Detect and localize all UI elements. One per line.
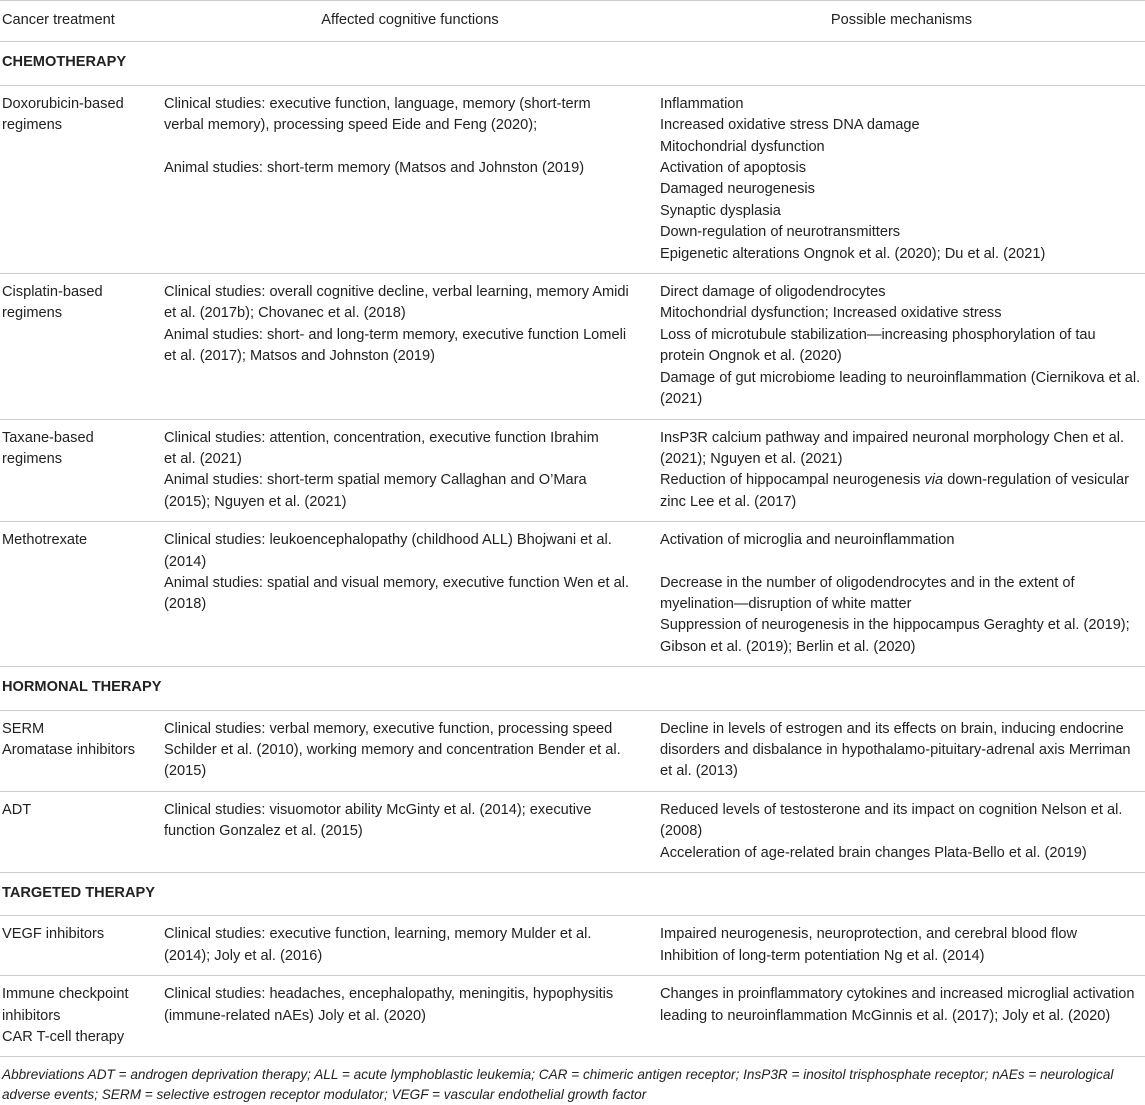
mechanism-italic-via: via	[924, 472, 944, 489]
mechanisms-cell	[658, 976, 1145, 1057]
clinical-line: Clinical studies: headaches, encephalopathy, meningitis, hypophysitis	[164, 986, 614, 1003]
mechanism-line: Inflammation	[660, 95, 744, 112]
treatment-line: regimens	[2, 305, 63, 322]
mechanism-text: Reduction of hippocampal neurogenesis	[660, 472, 921, 489]
treatment-cell	[0, 976, 162, 1057]
mechanism-line: disorders and disbalance in hypothalamo-pituitary-adrenal axis Merriman	[660, 741, 1131, 758]
animal-line: (2018)	[164, 596, 207, 613]
animal-line: Animal studies: short-term memory (Matsos and Johnston (2019)	[164, 159, 585, 176]
clinical-line: Clinical studies: executive function, language, memory (short-term	[164, 95, 591, 112]
treatment-line: Methotrexate	[2, 532, 88, 549]
mechanism-line: Suppression of neurogenesis in the hippocampus Geraghty et al. (2019);	[660, 617, 1130, 634]
treatment-cell	[0, 791, 162, 872]
treatment-cell	[0, 916, 162, 976]
clinical-line: Clinical studies: verbal memory, executive function, processing speed	[164, 720, 613, 737]
header-possible-mechanisms: Possible mechanisms	[658, 1, 1145, 42]
mechanisms-cell	[658, 419, 1145, 522]
treatment-line: regimens	[2, 450, 63, 467]
table-row	[0, 916, 1145, 976]
mechanism-line: Impaired neurogenesis, neuroprotection, and cerebral blood flow	[660, 926, 1077, 943]
clinical-line: Clinical studies: leukoencephalopathy (childhood ALL) Bhojwani et al.	[164, 532, 612, 549]
section-hormonal-therapy: HORMONAL THERAPY	[0, 667, 1145, 710]
mechanism-line: Damage of gut microbiome leading to neuroinflammation (Ciernikova et al.	[660, 369, 1141, 386]
table-row	[0, 419, 1145, 522]
treatment-line: Cisplatin-based	[2, 284, 103, 301]
mechanism-line: myelination—disruption of white matter	[660, 595, 912, 612]
clinical-line: et al. (2021)	[164, 450, 242, 467]
table-row	[0, 710, 1145, 791]
treatment-line: CAR T-cell therapy	[2, 1029, 125, 1046]
footnote-line: Abbreviations ADT = androgen deprivation therapy; ALL = acute lymphoblastic leukemia; CAR = chimeric antigen receptor; InsP3R = inositol trisphosphate receptor; nAEs = neurological	[2, 1067, 1114, 1083]
clinical-line: (2014); Joly et al. (2016)	[164, 947, 323, 964]
mechanism-line: Acceleration of age-related brain changes Plata-Bello et al. (2019)	[660, 844, 1087, 861]
clinical-line: Clinical studies: executive function, learning, memory Mulder et al.	[164, 926, 592, 943]
mechanism-line: Inhibition of long-term potentiation Ng et al. (2014)	[660, 947, 985, 964]
table-row	[0, 274, 1145, 419]
section-targeted-therapy: TARGETED THERAPY	[0, 873, 1145, 916]
footnote-line: adverse events; SERM = selective estrogen receptor modulator; VEGF = vascular endothelial growth factor	[2, 1087, 647, 1103]
mechanism-line: zinc Lee et al. (2017)	[660, 493, 797, 510]
animal-line: Animal studies: short- and long-term memory, executive function Lomeli	[164, 326, 627, 343]
mechanism-line: Mitochondrial dysfunction	[660, 138, 825, 155]
mechanism-line: Mitochondrial dysfunction; Increased oxidative stress	[660, 305, 1002, 322]
mechanisms-cell	[658, 791, 1145, 872]
mechanism-line: Changes in proinflammatory cytokines and increased microglial activation	[660, 986, 1135, 1003]
section-row	[0, 873, 1145, 916]
treatment-line: SERM	[2, 720, 45, 737]
mechanism-line: Direct damage of oligodendrocytes	[660, 284, 886, 301]
clinical-line: et al. (2017b); Chovanec et al. (2018)	[164, 305, 406, 322]
cognitive-functions-cell	[162, 916, 658, 976]
mechanism-line: (2008)	[660, 823, 703, 840]
clinical-line: (2015)	[164, 763, 207, 780]
treatment-cell	[0, 85, 162, 273]
treatment-line: VEGF inhibitors	[2, 926, 105, 943]
mechanism-line: Gibson et al. (2019); Berlin et al. (2020)	[660, 638, 916, 655]
section-chemotherapy: CHEMOTHERAPY	[0, 42, 1145, 85]
clinical-line: (immune-related nAEs) Joly et al. (2020)	[164, 1007, 426, 1024]
treatment-cell	[0, 419, 162, 522]
cognitive-functions-cell	[162, 85, 658, 273]
mechanisms-cell	[658, 710, 1145, 791]
mechanism-line: protein Ongnok et al. (2020)	[660, 348, 842, 365]
treatment-line: regimens	[2, 117, 63, 134]
clinical-line: function Gonzalez et al. (2015)	[164, 823, 363, 840]
mechanism-line: Down-regulation of neurotransmitters	[660, 224, 901, 241]
mechanism-line: Loss of microtubule stabilization—increasing phosphorylation of tau	[660, 326, 1096, 343]
table-row	[0, 791, 1145, 872]
mechanism-line: InsP3R calcium pathway and impaired neuronal morphology Chen et al.	[660, 429, 1125, 446]
mechanisms-cell	[658, 274, 1145, 419]
mechanism-line: Reduced levels of testosterone and its impact on cognition Nelson et al.	[660, 801, 1123, 818]
treatment-line: Aromatase inhibitors	[2, 741, 136, 758]
cognitive-functions-cell	[162, 710, 658, 791]
animal-line: et al. (2017); Matsos and Johnston (2019)	[164, 348, 435, 365]
cognitive-functions-cell	[162, 976, 658, 1057]
section-row	[0, 42, 1145, 85]
table-footnote	[0, 1057, 1145, 1105]
animal-line: (2015); Nguyen et al. (2021)	[164, 493, 347, 510]
mechanism-line: Activation of apoptosis	[660, 160, 807, 177]
mechanisms-cell	[658, 85, 1145, 273]
clinical-line: Clinical studies: visuomotor ability McGinty et al. (2014); executive	[164, 801, 592, 818]
spacer	[164, 137, 654, 158]
cognitive-functions-cell	[162, 419, 658, 522]
mechanism-line: leading to neuroinflammation McGinnis et al. (2017); Joly et al. (2020)	[660, 1007, 1111, 1024]
header-row	[0, 1, 1145, 42]
mechanism-line: Decrease in the number of oligodendrocytes and in the extent of	[660, 574, 1075, 591]
mechanism-line: et al. (2013)	[660, 763, 738, 780]
treatment-line: Immune checkpoint	[2, 986, 129, 1003]
treatment-line: inhibitors	[2, 1007, 61, 1024]
table-row	[0, 976, 1145, 1057]
treatment-cell	[0, 710, 162, 791]
table-row	[0, 522, 1145, 667]
clinical-line: Clinical studies: overall cognitive decline, verbal learning, memory Amidi	[164, 284, 629, 301]
animal-line: Animal studies: short-term spatial memory Callaghan and O’Mara	[164, 472, 587, 489]
treatment-cell	[0, 522, 162, 667]
table-row	[0, 85, 1145, 273]
animal-line: Animal studies: spatial and visual memory, executive function Wen et al.	[164, 574, 630, 591]
mechanism-line: Damaged neurogenesis	[660, 181, 815, 198]
mechanism-line: Activation of microglia and neuroinflammation	[660, 532, 955, 549]
clinical-line: Clinical studies: attention, concentration, executive function Ibrahim	[164, 429, 599, 446]
mechanisms-cell	[658, 522, 1145, 667]
treatment-line: ADT	[2, 801, 32, 818]
mechanism-line: Decline in levels of estrogen and its effects on brain, inducing endocrine	[660, 720, 1124, 737]
cognitive-functions-cell	[162, 791, 658, 872]
treatment-line: Doxorubicin-based	[2, 95, 124, 112]
treatment-cell	[0, 274, 162, 419]
mechanism-line: Epigenetic alterations Ongnok et al. (2020); Du et al. (2021)	[660, 245, 1046, 262]
mechanisms-cell	[658, 916, 1145, 976]
section-row	[0, 667, 1145, 710]
spacer	[660, 552, 1145, 573]
cognitive-functions-cell	[162, 274, 658, 419]
clinical-line: Schilder et al. (2010), working memory and concentration Bender et al.	[164, 741, 621, 758]
mechanism-line	[660, 470, 1145, 491]
mechanism-text: down-regulation of vesicular	[947, 472, 1129, 489]
mechanism-line: Increased oxidative stress DNA damage	[660, 117, 920, 134]
header-affected-cognitive-functions: Affected cognitive functions	[162, 1, 658, 42]
clinical-line: (2014)	[164, 553, 207, 570]
cognitive-functions-cell	[162, 522, 658, 667]
header-cancer-treatment: Cancer treatment	[0, 1, 162, 42]
mechanism-line: (2021)	[660, 391, 703, 408]
treatment-line: Taxane-based	[2, 429, 94, 446]
mechanism-line: Synaptic dysplasia	[660, 202, 781, 219]
clinical-line: verbal memory), processing speed Eide and Feng (2020);	[164, 117, 538, 134]
mechanism-line: (2021); Nguyen et al. (2021)	[660, 450, 843, 467]
